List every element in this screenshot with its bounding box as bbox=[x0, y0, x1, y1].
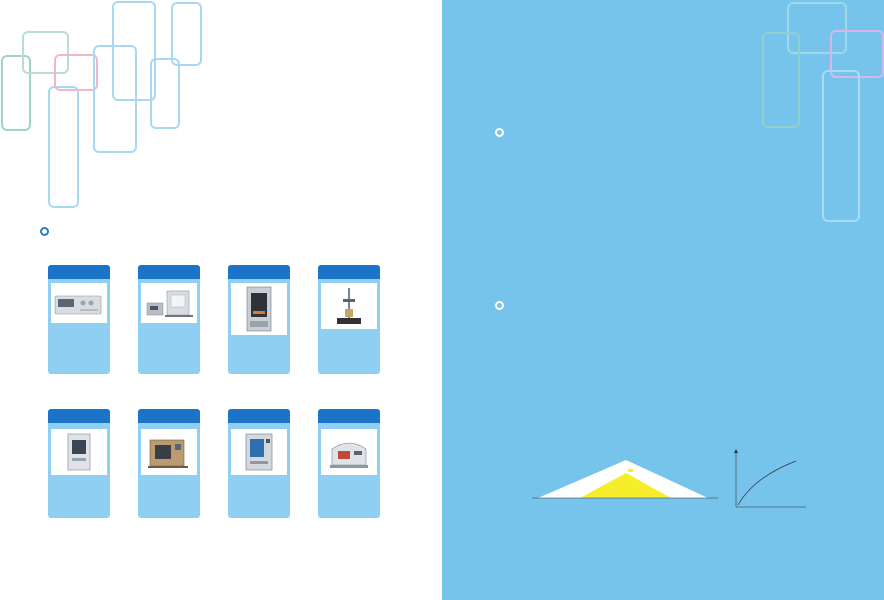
axis-arrow-icon bbox=[734, 449, 738, 453]
card-header bbox=[318, 409, 380, 423]
card-header bbox=[228, 409, 290, 423]
temp-chamber-icon bbox=[141, 429, 197, 475]
legend-swatch-normal bbox=[628, 469, 633, 472]
card-header bbox=[48, 409, 110, 423]
trend-curve bbox=[738, 461, 796, 505]
test-card-flame bbox=[228, 265, 290, 374]
legend-swatch-anko bbox=[628, 463, 633, 466]
card-header bbox=[228, 265, 290, 279]
circle-bullet-icon bbox=[495, 128, 504, 137]
test-card-leakage bbox=[138, 265, 200, 374]
section-title-vehicles bbox=[495, 128, 511, 137]
card-header bbox=[318, 265, 380, 279]
test-card-damp-heat bbox=[228, 409, 290, 518]
climate-chamber-icon bbox=[51, 429, 107, 475]
test-card-emc bbox=[48, 265, 110, 374]
circle-bullet-icon bbox=[495, 301, 504, 310]
deco-frame bbox=[48, 86, 79, 208]
test-card-drop bbox=[318, 265, 380, 374]
right-page bbox=[442, 0, 884, 600]
flame-chamber-icon bbox=[231, 283, 287, 335]
drop-tester-icon bbox=[321, 283, 377, 329]
salt-fog-chamber-icon bbox=[321, 429, 377, 475]
deco-frame bbox=[171, 2, 202, 66]
card-header bbox=[138, 265, 200, 279]
voltage-range-chart bbox=[528, 455, 728, 515]
left-section-title bbox=[40, 227, 57, 236]
deco-frame bbox=[762, 32, 800, 128]
leakage-tester-icon bbox=[141, 283, 197, 323]
damp-heat-chamber-icon bbox=[231, 429, 287, 475]
emc-tester-icon bbox=[51, 283, 107, 323]
voltage-bar-chart bbox=[714, 447, 810, 517]
circle-bullet-icon bbox=[40, 227, 49, 236]
section-title-voltage bbox=[495, 301, 511, 310]
test-card-salt-fog bbox=[318, 409, 380, 518]
card-header bbox=[48, 265, 110, 279]
card-header bbox=[138, 409, 200, 423]
deco-frame bbox=[54, 54, 98, 91]
test-card-constant-temp bbox=[48, 409, 110, 518]
test-card-high-low-temp bbox=[138, 409, 200, 518]
deco-frame bbox=[822, 70, 860, 222]
deco-frame bbox=[150, 58, 180, 129]
